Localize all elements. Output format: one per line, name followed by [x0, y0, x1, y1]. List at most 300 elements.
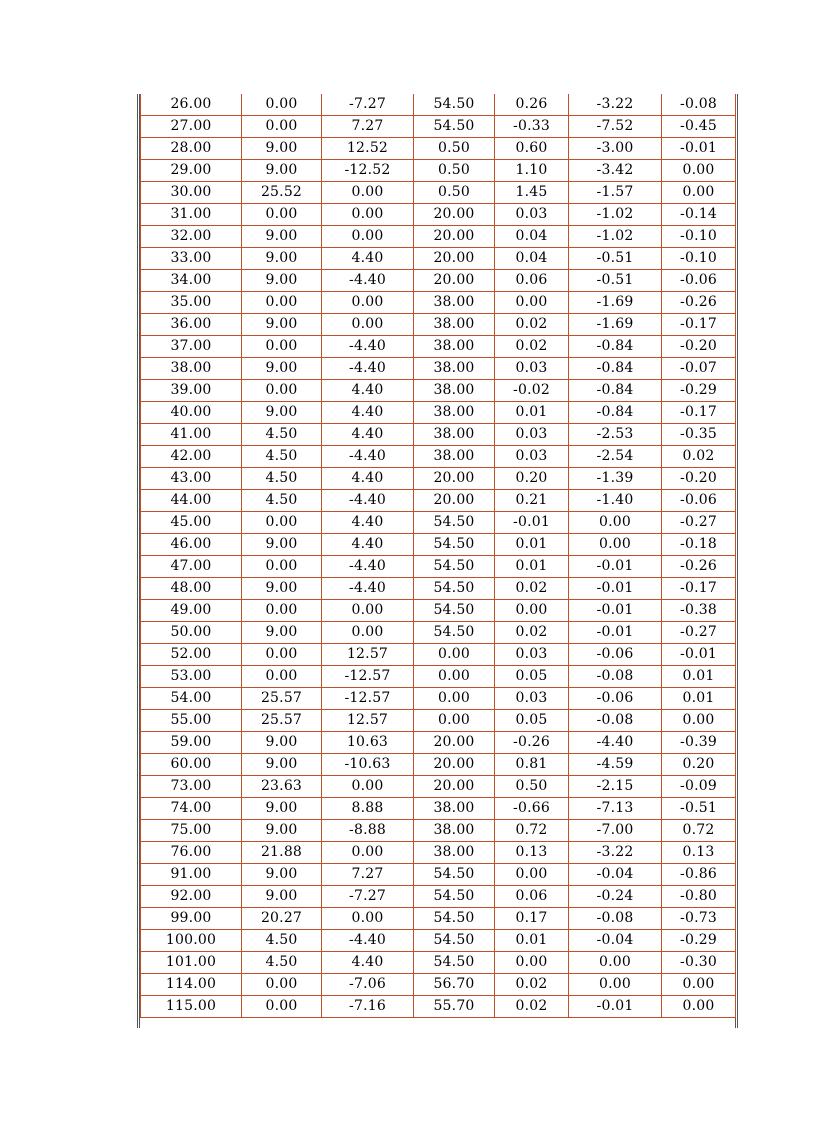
- table-cell: 0.01: [495, 534, 569, 556]
- table-row: [141, 226, 736, 248]
- table-cell: -0.38: [662, 600, 736, 622]
- table-cell: 44.00: [141, 490, 242, 512]
- table-cell: 29.00: [141, 160, 242, 182]
- table-cell: 0.02: [495, 578, 569, 600]
- table-cell: 0.00: [569, 512, 662, 534]
- table-cell: -8.88: [322, 820, 414, 842]
- table-row: [141, 974, 736, 996]
- table-cell: 0.00: [322, 622, 414, 644]
- table-cell: 0.03: [495, 204, 569, 226]
- table-cell: 23.63: [242, 776, 322, 798]
- table-cell: -0.01: [662, 138, 736, 160]
- table-cell: 54.50: [414, 116, 495, 138]
- table-row: [141, 600, 736, 622]
- table-cell: 4.50: [242, 930, 322, 952]
- table-cell: -0.18: [662, 534, 736, 556]
- table-cell: 0.02: [495, 622, 569, 644]
- table-cell: -0.04: [569, 864, 662, 886]
- table-cell: 9.00: [242, 314, 322, 336]
- table-cell: 38.00: [414, 424, 495, 446]
- table-cell: 47.00: [141, 556, 242, 578]
- table-cell: 0.50: [414, 160, 495, 182]
- table-row: [141, 864, 736, 886]
- table-cell: 20.00: [414, 732, 495, 754]
- table-cell: 0.00: [242, 94, 322, 116]
- table-row: [141, 710, 736, 732]
- table-cell: 28.00: [141, 138, 242, 160]
- table-row: [141, 578, 736, 600]
- table-cell: 59.00: [141, 732, 242, 754]
- table-cell: -0.51: [662, 798, 736, 820]
- table-cell: 20.00: [414, 248, 495, 270]
- table-cell: 54.50: [414, 622, 495, 644]
- table-cell: 74.00: [141, 798, 242, 820]
- table-cell: -7.06: [322, 974, 414, 996]
- table-cell: 0.17: [495, 908, 569, 930]
- table-cell: -4.59: [569, 754, 662, 776]
- table-row: [141, 930, 736, 952]
- table-cell: 0.00: [495, 864, 569, 886]
- table-cell: -0.27: [662, 622, 736, 644]
- table-cell: 0.03: [495, 644, 569, 666]
- table-cell: 101.00: [141, 952, 242, 974]
- table-cell: 38.00: [141, 358, 242, 380]
- table-cell: 20.00: [414, 754, 495, 776]
- table-cell: 54.50: [414, 534, 495, 556]
- table-row: [141, 688, 736, 710]
- table-cell: 25.57: [242, 688, 322, 710]
- table-cell: 0.00: [242, 996, 322, 1018]
- table-cell: 20.00: [414, 776, 495, 798]
- table-cell: -0.20: [662, 336, 736, 358]
- table-row: [141, 336, 736, 358]
- table-cell: 38.00: [414, 820, 495, 842]
- table-cell: -1.02: [569, 226, 662, 248]
- table-cell: 0.01: [662, 688, 736, 710]
- table-cell: 4.40: [322, 402, 414, 424]
- document-page: [137, 94, 738, 1028]
- table-cell: 0.01: [662, 666, 736, 688]
- table-cell: 0.21: [495, 490, 569, 512]
- table-cell: 0.02: [495, 336, 569, 358]
- table-cell: 38.00: [414, 446, 495, 468]
- table-row: [141, 534, 736, 556]
- table-cell: 0.03: [495, 446, 569, 468]
- table-cell: -3.22: [569, 842, 662, 864]
- table-cell: -0.26: [495, 732, 569, 754]
- table-cell: 37.00: [141, 336, 242, 358]
- table-cell: -0.27: [662, 512, 736, 534]
- table-cell: 4.50: [242, 446, 322, 468]
- table-cell: 30.00: [141, 182, 242, 204]
- table-cell: 25.57: [242, 710, 322, 732]
- table-cell: 0.00: [495, 952, 569, 974]
- table-row: [141, 732, 736, 754]
- table-cell: 0.06: [495, 270, 569, 292]
- table-cell: 36.00: [141, 314, 242, 336]
- table-cell: 115.00: [141, 996, 242, 1018]
- table-row: [141, 490, 736, 512]
- table-cell: 0.00: [322, 314, 414, 336]
- table-cell: 20.27: [242, 908, 322, 930]
- table-cell: 0.00: [569, 974, 662, 996]
- table-cell: 9.00: [242, 248, 322, 270]
- table-cell: 0.00: [322, 182, 414, 204]
- data-table: [140, 94, 736, 1018]
- table-cell: 32.00: [141, 226, 242, 248]
- table-cell: 0.20: [662, 754, 736, 776]
- table-cell: 38.00: [414, 314, 495, 336]
- table-cell: 4.40: [322, 512, 414, 534]
- table-cell: 0.00: [414, 688, 495, 710]
- table-cell: 54.50: [414, 930, 495, 952]
- table-cell: -4.40: [322, 490, 414, 512]
- table-cell: -4.40: [322, 930, 414, 952]
- table-cell: 0.00: [242, 556, 322, 578]
- table-cell: -0.08: [569, 666, 662, 688]
- table-cell: 20.00: [414, 490, 495, 512]
- table-row: [141, 512, 736, 534]
- table-cell: 99.00: [141, 908, 242, 930]
- table-cell: 10.63: [322, 732, 414, 754]
- table-cell: -0.08: [569, 908, 662, 930]
- table-cell: -4.40: [322, 556, 414, 578]
- table-cell: 0.00: [242, 116, 322, 138]
- table-cell: 0.00: [322, 776, 414, 798]
- table-cell: -0.01: [569, 622, 662, 644]
- table-cell: -0.01: [569, 556, 662, 578]
- table-cell: 54.00: [141, 688, 242, 710]
- table-cell: -0.01: [569, 578, 662, 600]
- table-cell: -0.08: [662, 94, 736, 116]
- table-cell: 0.00: [662, 996, 736, 1018]
- table-row: [141, 666, 736, 688]
- table-cell: -0.26: [662, 292, 736, 314]
- table-cell: 73.00: [141, 776, 242, 798]
- table-cell: -2.15: [569, 776, 662, 798]
- table-row: [141, 204, 736, 226]
- table-row: [141, 798, 736, 820]
- table-row: [141, 94, 736, 116]
- table-cell: 25.52: [242, 182, 322, 204]
- table-cell: 38.00: [414, 358, 495, 380]
- table-cell: 0.00: [242, 600, 322, 622]
- table-cell: 0.50: [414, 182, 495, 204]
- table-cell: 0.02: [495, 974, 569, 996]
- table-cell: 100.00: [141, 930, 242, 952]
- table-row: [141, 644, 736, 666]
- table-cell: -7.13: [569, 798, 662, 820]
- table-cell: 0.00: [414, 710, 495, 732]
- table-cell: 0.00: [242, 380, 322, 402]
- table-cell: 38.00: [414, 336, 495, 358]
- table-row: [141, 182, 736, 204]
- table-row: [141, 776, 736, 798]
- table-cell: -2.53: [569, 424, 662, 446]
- table-cell: -4.40: [322, 446, 414, 468]
- table-cell: -0.17: [662, 314, 736, 336]
- table-cell: -0.01: [662, 644, 736, 666]
- table-cell: 20.00: [414, 226, 495, 248]
- table-cell: -0.29: [662, 930, 736, 952]
- table-cell: -10.63: [322, 754, 414, 776]
- table-cell: 54.50: [414, 556, 495, 578]
- table-cell: 0.00: [662, 974, 736, 996]
- table-cell: -1.02: [569, 204, 662, 226]
- table-cell: 55.00: [141, 710, 242, 732]
- table-cell: 0.02: [495, 996, 569, 1018]
- table-cell: 4.40: [322, 248, 414, 270]
- table-cell: -4.40: [322, 336, 414, 358]
- table-cell: 114.00: [141, 974, 242, 996]
- table-cell: -1.69: [569, 314, 662, 336]
- table-cell: 52.00: [141, 644, 242, 666]
- table-cell: -0.06: [662, 490, 736, 512]
- table-cell: 20.00: [414, 468, 495, 490]
- table-cell: -0.73: [662, 908, 736, 930]
- table-cell: 20.00: [414, 204, 495, 226]
- table-cell: -1.69: [569, 292, 662, 314]
- table-cell: -0.39: [662, 732, 736, 754]
- table-cell: -4.40: [322, 270, 414, 292]
- table-cell: -0.80: [662, 886, 736, 908]
- table-row: [141, 116, 736, 138]
- table-cell: 35.00: [141, 292, 242, 314]
- table-cell: 0.05: [495, 710, 569, 732]
- table-cell: -0.51: [569, 248, 662, 270]
- table-cell: 1.45: [495, 182, 569, 204]
- table-cell: -0.06: [569, 644, 662, 666]
- table-cell: 0.05: [495, 666, 569, 688]
- table-cell: 0.00: [569, 534, 662, 556]
- table-cell: 0.00: [322, 842, 414, 864]
- table-cell: 33.00: [141, 248, 242, 270]
- table-cell: 4.40: [322, 380, 414, 402]
- table-cell: 34.00: [141, 270, 242, 292]
- table-cell: 54.50: [414, 94, 495, 116]
- table-cell: 38.00: [414, 292, 495, 314]
- table-cell: 0.13: [662, 842, 736, 864]
- table-cell: 0.00: [242, 292, 322, 314]
- table-cell: 9.00: [242, 138, 322, 160]
- table-cell: 4.40: [322, 952, 414, 974]
- table-cell: 12.57: [322, 644, 414, 666]
- table-cell: -0.08: [569, 710, 662, 732]
- table-cell: -0.17: [662, 578, 736, 600]
- table-cell: -0.20: [662, 468, 736, 490]
- table-row: [141, 402, 736, 424]
- table-cell: 0.02: [662, 446, 736, 468]
- table-cell: 4.50: [242, 490, 322, 512]
- table-cell: -2.54: [569, 446, 662, 468]
- table-row: [141, 842, 736, 864]
- table-cell: 1.10: [495, 160, 569, 182]
- table-cell: 41.00: [141, 424, 242, 446]
- table-row: [141, 622, 736, 644]
- table-row: [141, 556, 736, 578]
- table-cell: 91.00: [141, 864, 242, 886]
- table-cell: 21.88: [242, 842, 322, 864]
- table-row: [141, 754, 736, 776]
- table-row: [141, 886, 736, 908]
- table-row: [141, 952, 736, 974]
- table-cell: 0.03: [495, 688, 569, 710]
- table-row: [141, 138, 736, 160]
- table-cell: 9.00: [242, 578, 322, 600]
- table-cell: 54.50: [414, 600, 495, 622]
- table-row: [141, 270, 736, 292]
- table-cell: -0.04: [569, 930, 662, 952]
- table-row: [141, 908, 736, 930]
- table-cell: -4.40: [322, 358, 414, 380]
- table-cell: 0.03: [495, 424, 569, 446]
- table-cell: -0.06: [569, 688, 662, 710]
- table-cell: 0.26: [495, 94, 569, 116]
- table-cell: 0.20: [495, 468, 569, 490]
- table-cell: -12.52: [322, 160, 414, 182]
- table-cell: 0.50: [414, 138, 495, 160]
- table-cell: 9.00: [242, 226, 322, 248]
- table-cell: 56.70: [414, 974, 495, 996]
- table-frame: [137, 94, 738, 1028]
- table-cell: 8.88: [322, 798, 414, 820]
- table-cell: 0.02: [495, 314, 569, 336]
- table-cell: 0.00: [662, 710, 736, 732]
- table-cell: -0.06: [662, 270, 736, 292]
- table-cell: 39.00: [141, 380, 242, 402]
- table-cell: -3.00: [569, 138, 662, 160]
- table-cell: 9.00: [242, 402, 322, 424]
- table-cell: 0.00: [569, 952, 662, 974]
- table-cell: 49.00: [141, 600, 242, 622]
- table-row: [141, 358, 736, 380]
- table-cell: 54.50: [414, 864, 495, 886]
- table-cell: 43.00: [141, 468, 242, 490]
- table-cell: -0.01: [569, 600, 662, 622]
- table-cell: -1.40: [569, 490, 662, 512]
- table-cell: -0.45: [662, 116, 736, 138]
- table-cell: 0.01: [495, 930, 569, 952]
- table-cell: 0.00: [495, 292, 569, 314]
- table-cell: 75.00: [141, 820, 242, 842]
- table-cell: 9.00: [242, 270, 322, 292]
- table-cell: 9.00: [242, 886, 322, 908]
- table-cell: 0.00: [242, 512, 322, 534]
- table-cell: 0.00: [242, 666, 322, 688]
- table-cell: -0.29: [662, 380, 736, 402]
- table-cell: 0.00: [322, 908, 414, 930]
- table-cell: -0.33: [495, 116, 569, 138]
- table-cell: 9.00: [242, 820, 322, 842]
- table-cell: 9.00: [242, 622, 322, 644]
- table-cell: 38.00: [414, 798, 495, 820]
- table-cell: -0.02: [495, 380, 569, 402]
- table-cell: -0.10: [662, 226, 736, 248]
- table-cell: -7.27: [322, 94, 414, 116]
- table-cell: -7.16: [322, 996, 414, 1018]
- table-cell: 0.00: [414, 666, 495, 688]
- table-row: [141, 424, 736, 446]
- table-cell: -4.40: [569, 732, 662, 754]
- table-cell: 54.50: [414, 512, 495, 534]
- table-cell: 0.00: [322, 600, 414, 622]
- table-cell: 20.00: [414, 270, 495, 292]
- table-row: [141, 314, 736, 336]
- table-cell: 55.70: [414, 996, 495, 1018]
- table-cell: 0.00: [242, 204, 322, 226]
- table-cell: 0.00: [242, 336, 322, 358]
- table-cell: 46.00: [141, 534, 242, 556]
- table-cell: 54.50: [414, 952, 495, 974]
- table-cell: 0.06: [495, 886, 569, 908]
- table-cell: 48.00: [141, 578, 242, 600]
- table-cell: -0.01: [495, 512, 569, 534]
- table-cell: -0.30: [662, 952, 736, 974]
- table-cell: -7.27: [322, 886, 414, 908]
- table-cell: 0.50: [495, 776, 569, 798]
- table-cell: 9.00: [242, 754, 322, 776]
- table-cell: -0.24: [569, 886, 662, 908]
- table-cell: 4.40: [322, 534, 414, 556]
- table-cell: -0.14: [662, 204, 736, 226]
- table-cell: 4.50: [242, 952, 322, 974]
- table-row: [141, 820, 736, 842]
- table-cell: -0.84: [569, 380, 662, 402]
- table-cell: 92.00: [141, 886, 242, 908]
- table-cell: 38.00: [414, 842, 495, 864]
- table-cell: -1.39: [569, 468, 662, 490]
- table-cell: 4.40: [322, 468, 414, 490]
- table-cell: 0.72: [662, 820, 736, 842]
- table-cell: 0.04: [495, 248, 569, 270]
- table-cell: 40.00: [141, 402, 242, 424]
- table-cell: 76.00: [141, 842, 242, 864]
- table-cell: -3.42: [569, 160, 662, 182]
- table-cell: 45.00: [141, 512, 242, 534]
- table-cell: 4.40: [322, 424, 414, 446]
- table-cell: -3.22: [569, 94, 662, 116]
- table-cell: -0.84: [569, 358, 662, 380]
- table-cell: 9.00: [242, 160, 322, 182]
- table-cell: -0.84: [569, 336, 662, 358]
- table-cell: 0.00: [322, 204, 414, 226]
- table-cell: 38.00: [414, 402, 495, 424]
- table-cell: 54.50: [414, 578, 495, 600]
- table-cell: 7.27: [322, 116, 414, 138]
- table-cell: -1.57: [569, 182, 662, 204]
- table-cell: 0.00: [414, 644, 495, 666]
- table-frame-tail: [140, 1018, 735, 1028]
- table-cell: 0.03: [495, 358, 569, 380]
- table-row: [141, 996, 736, 1018]
- table-row: [141, 292, 736, 314]
- table-cell: 4.50: [242, 424, 322, 446]
- table-cell: 26.00: [141, 94, 242, 116]
- table-cell: 0.00: [242, 644, 322, 666]
- table-cell: 0.00: [322, 226, 414, 248]
- table-cell: 9.00: [242, 358, 322, 380]
- table-cell: -0.10: [662, 248, 736, 270]
- table-cell: 27.00: [141, 116, 242, 138]
- table-row: [141, 446, 736, 468]
- table-cell: -7.00: [569, 820, 662, 842]
- table-cell: -4.40: [322, 578, 414, 600]
- table-cell: 38.00: [414, 380, 495, 402]
- table-cell: 7.27: [322, 864, 414, 886]
- table-row: [141, 468, 736, 490]
- table-cell: 0.04: [495, 226, 569, 248]
- table-cell: 0.01: [495, 402, 569, 424]
